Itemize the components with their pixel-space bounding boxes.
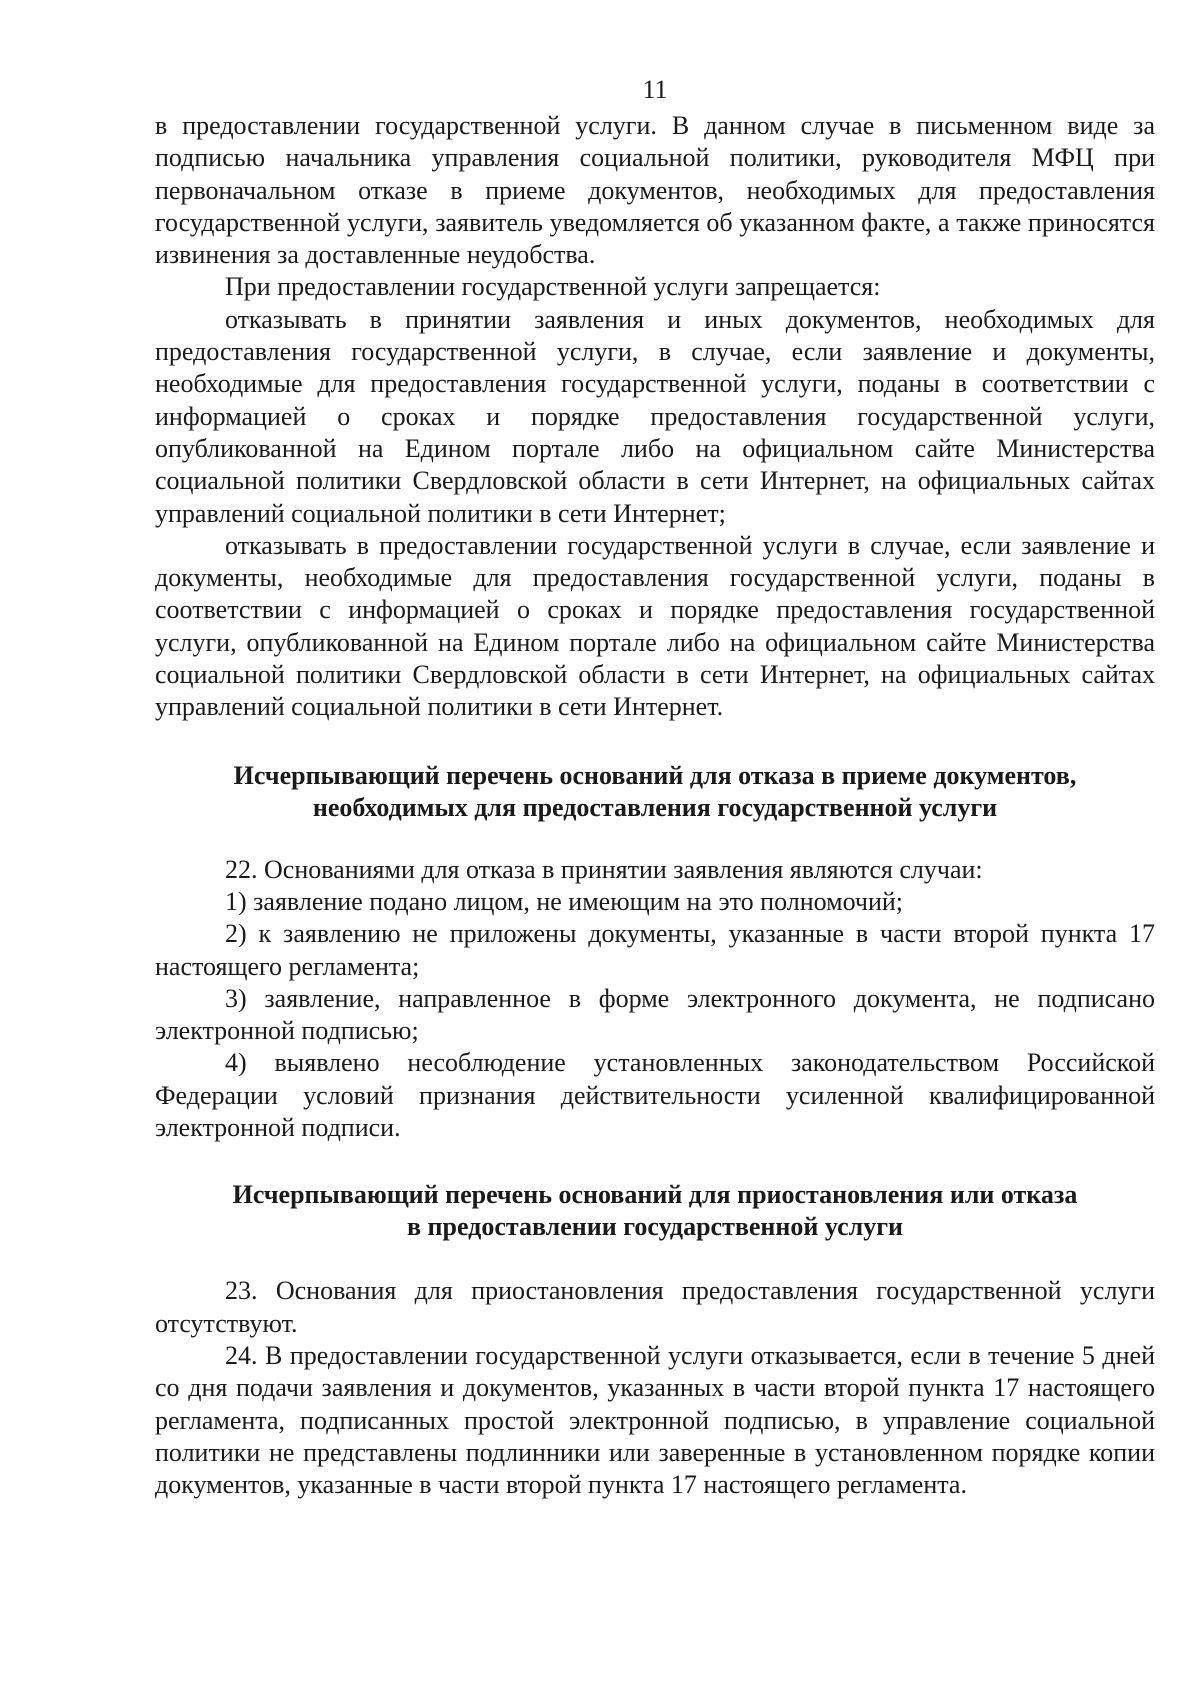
- heading-line: в предоставлении государственной услуги: [406, 1212, 903, 1242]
- heading-line: необходимых для предоставления государственной услуги: [312, 792, 998, 822]
- page-number: 11: [642, 75, 668, 104]
- list-item-22-2: 2) к заявлению не приложены документы, указанные в части второй пункта 17 настоящего регламента;: [155, 919, 1155, 981]
- section-heading-refusal-acceptance: [155, 760, 1155, 824]
- section-22: [155, 854, 1155, 1145]
- paragraph-24: 24. В предоставлении государственной услуги отказывается, если в течение 5 дней со дня подачи заявления и документов, указанных в части второй пункта 17 настоящего регламента, подписанных простой электронной подписью, в управление социальной политики не представлены подлинники или заверенные в установленном порядке копии документов, указанные в части второй пункта 17 настоящего регламента.: [155, 1340, 1155, 1500]
- section-heading-suspension-refusal: [155, 1179, 1155, 1243]
- list-item-22-3: 3) заявление, направленное в форме электронного документа, не подписано электронной подписью;: [155, 983, 1155, 1046]
- document-page: [155, 74, 1155, 1501]
- paragraph-22-intro: 22. Основаниями для отказа в принятии заявления являются случаи:: [225, 854, 983, 884]
- paragraph-prohibited-item-1: отказывать в принятии заявления и иных документов, необходимых для предоставления государственной услуги, в случае, если заявление и документы, необходимые для предоставления государственной услуги, поданы в соответствии с информацией о сроках и порядке предоставления государственной услуги, опубликованной на Едином портале либо на официальном сайте Министерства социальной политики Свердловской области в сети Интернет, на официальных сайтах управлений социальной политики в сети Интернет;: [155, 304, 1155, 528]
- paragraph-prohibited-intro: При предоставлении государственной услуги запрещается:: [225, 272, 881, 302]
- section-23-24: [155, 1275, 1155, 1501]
- heading-line: Исчерпывающий перечень оснований для отказа в приеме документов,: [233, 760, 1077, 790]
- paragraph-23: 23. Основания для приостановления предоставления государственной услуги отсутствуют.: [155, 1276, 1155, 1338]
- paragraph-continuation: в предоставлении государственной услуги. В данном случае в письменном виде за подписью начальника управления социальной политики, руководителя МФЦ при первоначальном отказе в приеме документов, необходимых для предоставления государственной услуги, заявитель уведомляется об указанном факте, а также приносятся извинения за доставленные неудобства.: [155, 111, 1155, 270]
- paragraph-prohibited-item-2: отказывать в предоставлении государственной услуги в случае, если заявление и документы, необходимые для предоставления государственной услуги, поданы в соответствии с информацией о сроках и порядке предоставления государственной услуги, опубликованной на Едином портале либо на официальном сайте Министерства социальной политики Свердловской области в сети Интернет, на официальных сайтах управлений социальной политики в сети Интернет.: [155, 530, 1155, 722]
- list-item-22-4: 4) выявлено несоблюдение установленных законодательством Российской Федерации условий признания действительности усиленной квалифицированной электронной подписи.: [155, 1048, 1155, 1143]
- list-item-22-1: 1) заявление подано лицом, не имеющим на это полномочий;: [225, 886, 904, 916]
- heading-line: Исчерпывающий перечень оснований для приостановления или отказа: [232, 1180, 1078, 1210]
